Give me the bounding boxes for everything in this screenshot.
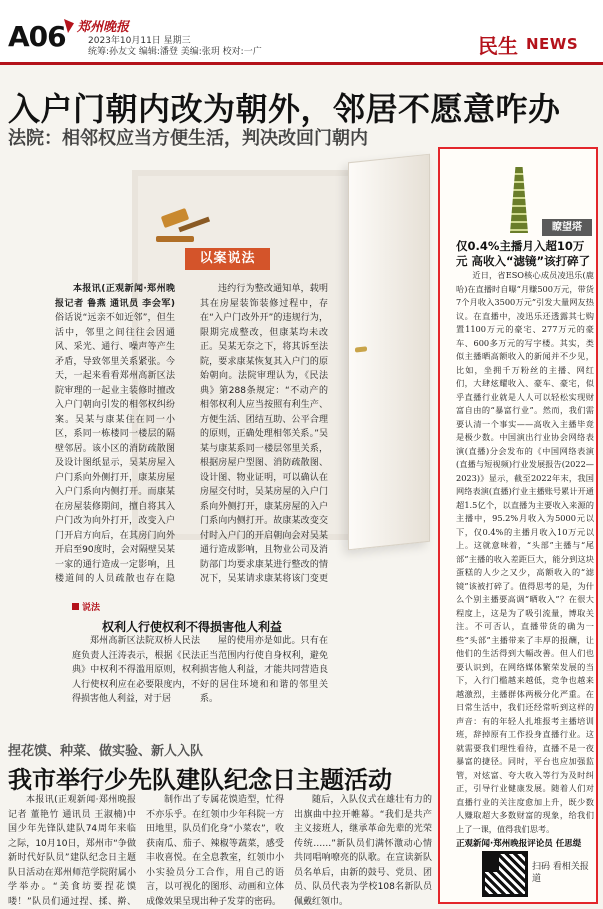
- lead-column-2: [200, 282, 328, 587]
- second-story-column-2: [146, 793, 284, 907]
- commentary-sidebar: [438, 147, 598, 904]
- lead-byline: 本报讯(正观新闻·郑州晚报记者 鲁燕 通讯员 李会军): [55, 284, 175, 309]
- lead-body-2: 违约行为整改通知单，载明其在房屋装饰装修过程中，存在“入户门改外开”的违规行为，限期完成整改，但康某均未改正。吴某无奈之下，将其诉至法院，要求康某恢复其入户门的原始朝向。法院审理认为，《民法典》第288条规定：“不动产的相邻权利人应当按照有利生产、方便生活、团结互助、公平合理的原则，正确处理相邻关系。”吴某与康某系同一楼层邻里关系，根据房屋户型图、消防疏散图、设计图、物业证明，可以确认在房屋交付时，吴某房屋的入户门系向外侧打开，康某房屋的入户门系向内侧打开。故康某改变交付时入户门的开启朝向会对吴某通行造成影响，且物业公司及消防部门均要求康某进行整改的情况下，吴某请求康某将该门变更: [200, 284, 328, 584]
- law-headline: 权利人行使权利不得损害他人利益: [102, 620, 283, 634]
- commentary-headline: 仅0.4%主播月入超10万元 高收入“滤镜”该打碎了: [456, 239, 591, 268]
- second-story-kicker: 捏花馍、种菜、做实验、新人入队: [8, 744, 204, 759]
- law-column-1: [72, 634, 200, 704]
- law-body-1: 郑州高新区法院双桥人民法庭负责人汪涛表示，根据《民法典》中权利不得滥用原则，权利人行使权利应在必要限度内，不得损害他人利益，对于居: [72, 636, 200, 704]
- gavel-icon: [154, 208, 214, 244]
- second-story-headline: 我市举行少先队建队纪念日主题活动: [8, 766, 392, 794]
- section-name: 民生: [478, 34, 518, 58]
- lead-column-1: [55, 282, 175, 587]
- door-knob-icon: [355, 346, 367, 352]
- second-story-column-3: [294, 793, 432, 907]
- commentary-author: 正观新闻·郑州晚报评论员 任思缇: [456, 839, 582, 849]
- law-section: [72, 600, 202, 614]
- qr-caption: 扫码 看相关报道: [532, 862, 589, 884]
- newspaper-brand: 郑州晚报: [64, 16, 129, 35]
- page-code: A06: [8, 20, 66, 53]
- case-label: 以案说法: [185, 248, 270, 270]
- commentary-body: [456, 269, 594, 834]
- second-story-column-1: [8, 793, 136, 907]
- law-tag: 说法: [72, 600, 100, 613]
- door-panel: [348, 154, 430, 551]
- lead-subheadline: 法院：相邻权应当方便生活，判决改回门朝内: [8, 128, 368, 149]
- tower-icon: [510, 167, 528, 233]
- column-tag: 瞭望塔: [542, 219, 592, 236]
- commentary-text: 近日，省ESO核心成员凌迅乐(鹿哈)在直播时自曝“月赚500万元，带货7个月收入3500万元”引发大量网友热议。在直播中，凌迅乐还透露其七购置1100万元的豪宅、277万元的豪车、600多万元的写字楼。其实，类似主播晒高额收入的新闻并不少见，比如，坐拥千万粉丝的主播、网红们，大肆炫耀收入、豪车、豪宅，似乎直播行业就是人人可以轻松实现财富自由的“暴富行业”。然而，我们需要认清一个事实——高收入主播毕竟是极少数。中国演出行业协会网络表演(直播)分会发布的《中国网络表演(直播与短视频)行业发展报告(2022—2023)》显示，截至2022年末，我国网络表演(直播)行业主播账号累计开通超1.5亿个，以直播为主要收入来源的主播中，95.2%月收入为5000元以下，仅0.4%的主播月收入10万元以上。这就意味着，“头部”主播与“尾部”主播的收入差距巨大，能分到这块蛋糕的人少之又少，高额收入的“滤镜”该被打碎了。值得思考的是，为什么个别主播要高调“晒收入”？在很大程度上，这是为了吸引流量，博取关注。不可否认，直播带货的确为一些“头部”主播带来了丰厚的报酬，让他们的生活得到大幅改善。但人们也要认识到，在网络媒体繁荣发展的当下，入行门槛越来越低，竞争也越来越激烈，主播群体两极分化严重。在日常生活中，我们还经常听到这样的声音：有的年轻人扎堆报考主播培训班，辞掉原有工作投身直播行业。这就需要我们理性看待，直播不是一夜暴富的捷径。同时，平台也应加强监管，对炫富、夸大收入等行为及时纠正，引导行业健康发展。随着人们对直播行业的关注度愈加上升，既少数人赚取超大多数财富的现象，给我们上了一课，值得我们思考。: [456, 270, 594, 834]
- lead-headline: 入户门朝内改为朝外，邻居不愿意咋办: [8, 90, 561, 128]
- section-name-en: NEWS: [526, 35, 579, 53]
- second-story-body-2: 制作出了专属花馍造型，忙得不亦乐乎。在红领巾少年科院一方田地里，队员们化身“小菜农”，收获南瓜、茄子、辣椒等蔬菜，感受丰收喜悦。在全息教室，红领巾小小实验员分工合作，用自己的语言，以可视化的图形、动画和立体成像效果呈现出种子发芽的密码。: [146, 795, 284, 907]
- second-story-body-1: 本报讯(正观新闻·郑州晚报记者 董艳竹 通讯员 王淑楠)中国少年先锋队建队74周年来临之际，10月10日，郑州市“争做新时代好队员”建队纪念日主题队日活动在郑州师范学院附属小学举办。“美食坊要捏花馍喽！”队员们通过捏、揉、擀、: [8, 795, 136, 907]
- staff-credits: 统筹:孙友文 编辑:潘登 美编:张玥 校对:一广: [88, 47, 262, 57]
- law-body-2: 屋的使用亦是如此。只有在正当范围内行使自身权利，避免损害他人利益，才能共同营造良好的居住环境和和谐的邻里关系。: [200, 636, 328, 704]
- header-rule: [0, 62, 603, 65]
- law-column-2: [200, 634, 328, 704]
- qr-code-icon[interactable]: [482, 851, 528, 897]
- lead-body-1: 俗话说“远亲不如近邻”，但生活中，邻里之间往往会因通风、采光、通行、噪声等产生矛盾，导致邻里关系紧张。今天，一起来看看郑州高新区法院审理的一起业主装修时擅改入户门朝向引发的相邻权纠纷案。吴某与康某住在同一小区，系同一栋楼同一楼层的隔壁邻居。该小区的消防疏散图及设计图纸显示，吴某房屋入户门系向外侧打开，康某房屋入户门系向内侧打开。而康某在房屋装修期间，擅自将其入户门改为向外打开，改变入户门开启方向后，在其房门向外开启至90度时，会对隔壁吴某一家的通行造成一定影响，且楼道间的人员疏散也存在隐: [55, 313, 175, 584]
- tower-illustration: [498, 161, 540, 241]
- issue-date: 2023年10月11日 星期三: [88, 36, 191, 46]
- page-header: [0, 0, 603, 62]
- second-story-body-3: 随后，入队仪式在雄壮有力的出旗曲中拉开帷幕。“我们是共产主义接班人，继承革命先辈的光荣传统……”新队员们满怀激动心情共同唱响嘹亮的队歌。在宣读新队员名单后，由新的鼓号、党员、团员、队员代表为学校108名新队员佩戴红领巾。: [294, 795, 432, 907]
